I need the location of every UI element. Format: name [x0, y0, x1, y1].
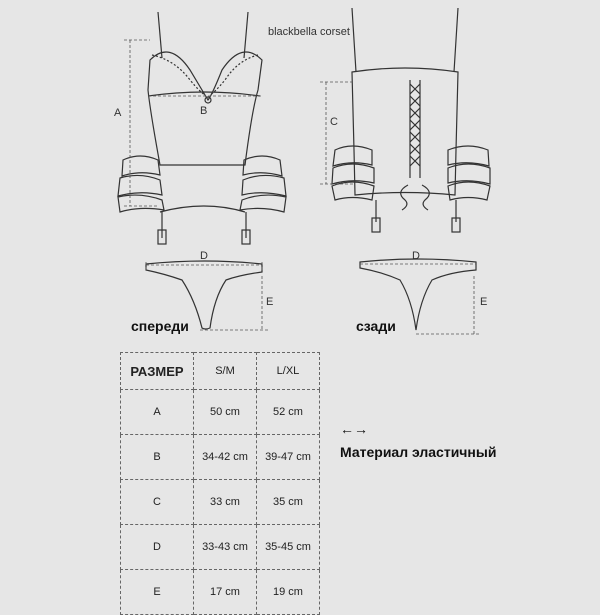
dimension-label-d-front: D — [200, 250, 208, 262]
row-label: D — [121, 525, 194, 570]
value-sm: 33 cm — [194, 480, 257, 525]
dimension-label-a: A — [114, 107, 122, 119]
table-row — [121, 435, 320, 480]
value-sm: 33-43 cm — [194, 525, 257, 570]
caption-back: сзади — [356, 318, 396, 334]
dimension-label-d-back: D — [412, 250, 420, 262]
size-table-header-row — [121, 353, 320, 390]
value-lxl: 35-45 cm — [257, 525, 320, 570]
value-sm: 34-42 cm — [194, 435, 257, 480]
dimension-label-e-front: E — [266, 296, 274, 308]
row-label: A — [121, 390, 194, 435]
row-label: C — [121, 480, 194, 525]
dimension-label-e-back: E — [480, 296, 488, 308]
size-table-header: РАЗМЕР — [121, 353, 194, 390]
stretch-arrows-icon: ←→ — [340, 421, 368, 437]
value-sm: 50 cm — [194, 390, 257, 435]
row-label: E — [121, 570, 194, 615]
dimension-label-b: B — [200, 105, 208, 117]
caption-front: спереди — [131, 318, 189, 334]
size-header-sm: S/M — [194, 353, 257, 390]
product-title: blackbella corset — [268, 26, 350, 38]
value-sm: 17 cm — [194, 570, 257, 615]
size-table — [120, 352, 320, 615]
table-row — [121, 570, 320, 615]
row-label: B — [121, 435, 194, 480]
material-note: Материал эластичный — [340, 444, 497, 460]
table-row — [121, 390, 320, 435]
value-lxl: 39-47 cm — [257, 435, 320, 480]
value-lxl: 35 cm — [257, 480, 320, 525]
table-row — [121, 480, 320, 525]
value-lxl: 52 cm — [257, 390, 320, 435]
value-lxl: 19 cm — [257, 570, 320, 615]
size-header-lxl: L/XL — [257, 353, 320, 390]
dimension-label-c: C — [330, 116, 338, 128]
table-row — [121, 525, 320, 570]
